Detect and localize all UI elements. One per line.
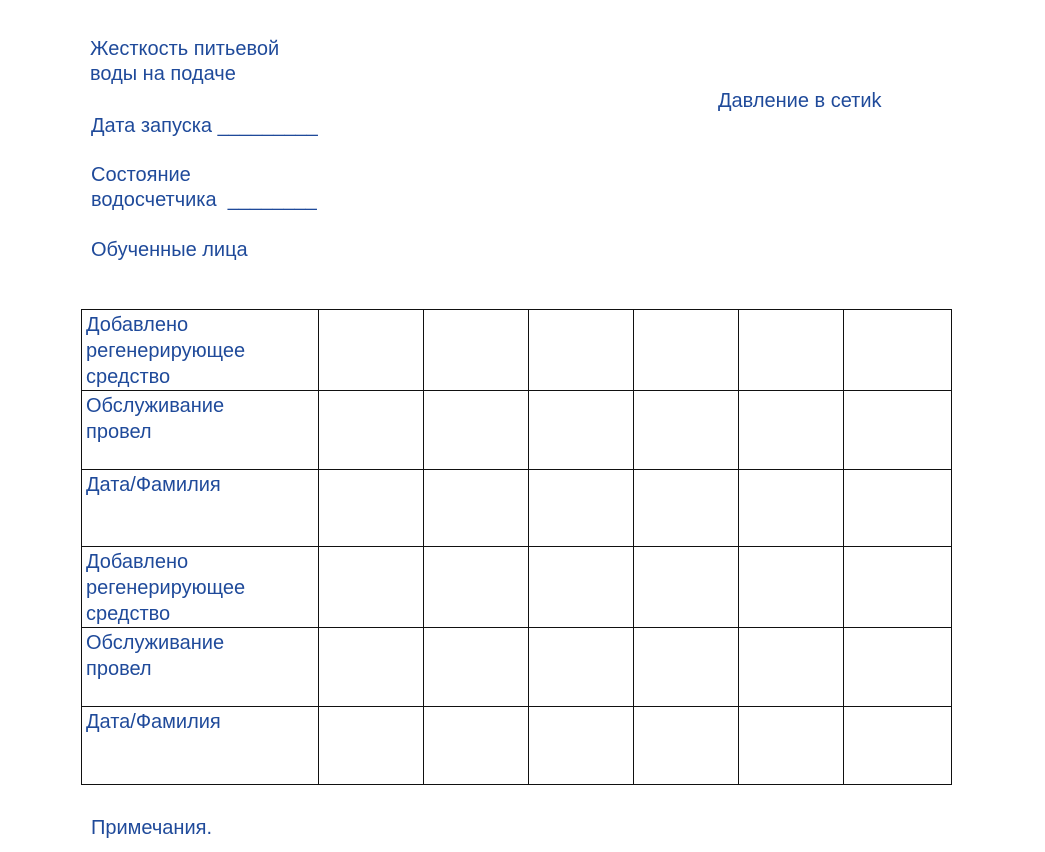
row-label-line: провел bbox=[86, 421, 152, 443]
entry-cell[interactable] bbox=[634, 470, 739, 547]
notes-label: Примечания. bbox=[91, 817, 213, 839]
table-row bbox=[82, 628, 952, 707]
entry-cell[interactable] bbox=[634, 391, 739, 470]
meter-state-line-2: водосчетчика bbox=[91, 189, 217, 211]
row-label bbox=[82, 470, 319, 547]
meter-state-blank[interactable]: ________ bbox=[227, 189, 317, 211]
start-date-blank[interactable]: _________ bbox=[217, 115, 318, 137]
trained-persons-label: Обученные лица bbox=[91, 239, 248, 261]
meter-state-line-1: Состояние bbox=[91, 164, 191, 186]
entry-cell[interactable] bbox=[529, 547, 634, 628]
entry-cell[interactable] bbox=[319, 547, 424, 628]
entry-cell[interactable] bbox=[739, 547, 844, 628]
row-label-line: Дата/Фамилия bbox=[86, 711, 221, 733]
entry-cell[interactable] bbox=[529, 707, 634, 785]
row-label-line: Добавлено bbox=[86, 551, 189, 573]
entry-cell[interactable] bbox=[319, 707, 424, 785]
entry-cell[interactable] bbox=[319, 470, 424, 547]
entry-cell[interactable] bbox=[424, 391, 529, 470]
row-label bbox=[82, 310, 319, 391]
entry-cell[interactable] bbox=[319, 628, 424, 707]
entry-cell[interactable] bbox=[424, 547, 529, 628]
row-label-line: средство bbox=[86, 366, 171, 388]
row-label-line: регенерирующее bbox=[86, 577, 246, 599]
entry-cell[interactable] bbox=[844, 391, 952, 470]
row-label bbox=[82, 628, 319, 707]
row-label-line: Обслуживание bbox=[86, 395, 225, 417]
entry-cell[interactable] bbox=[739, 391, 844, 470]
table-row bbox=[82, 470, 952, 547]
row-label-line: регенерирующее bbox=[86, 340, 246, 362]
entry-cell[interactable] bbox=[319, 391, 424, 470]
entry-cell[interactable] bbox=[739, 628, 844, 707]
entry-cell[interactable] bbox=[319, 310, 424, 391]
entry-cell[interactable] bbox=[634, 628, 739, 707]
row-label-line: Обслуживание bbox=[86, 632, 225, 654]
row-label bbox=[82, 547, 319, 628]
entry-cell[interactable] bbox=[424, 628, 529, 707]
meter-state-field bbox=[91, 163, 317, 213]
water-hardness-line-2: воды на подаче bbox=[90, 63, 236, 85]
table-row bbox=[82, 310, 952, 391]
row-label-line: провел bbox=[86, 658, 152, 680]
entry-cell[interactable] bbox=[634, 707, 739, 785]
entry-cell[interactable] bbox=[634, 310, 739, 391]
entry-cell[interactable] bbox=[739, 707, 844, 785]
start-date-field bbox=[91, 114, 318, 139]
table-row bbox=[82, 391, 952, 470]
table-row bbox=[82, 547, 952, 628]
entry-cell[interactable] bbox=[739, 470, 844, 547]
entry-cell[interactable] bbox=[424, 310, 529, 391]
entry-cell[interactable] bbox=[844, 547, 952, 628]
entry-cell[interactable] bbox=[844, 628, 952, 707]
row-label bbox=[82, 707, 319, 785]
entry-cell[interactable] bbox=[529, 470, 634, 547]
entry-cell[interactable] bbox=[844, 707, 952, 785]
water-hardness-line-1: Жесткость питьевой bbox=[90, 38, 280, 60]
entry-cell[interactable] bbox=[739, 310, 844, 391]
entry-cell[interactable] bbox=[844, 310, 952, 391]
row-label bbox=[82, 391, 319, 470]
entry-cell[interactable] bbox=[529, 310, 634, 391]
entry-cell[interactable] bbox=[529, 391, 634, 470]
maintenance-log-table bbox=[81, 309, 952, 785]
maintenance-log-body bbox=[82, 310, 952, 785]
row-label-line: Дата/Фамилия bbox=[86, 474, 221, 496]
entry-cell[interactable] bbox=[844, 470, 952, 547]
meter-state-line-2-wrap bbox=[91, 188, 317, 213]
entry-cell[interactable] bbox=[529, 628, 634, 707]
table-row bbox=[82, 707, 952, 785]
entry-cell[interactable] bbox=[424, 707, 529, 785]
row-label-line: Добавлено bbox=[86, 314, 189, 336]
water-hardness-label bbox=[90, 37, 279, 87]
row-label-line: средство bbox=[86, 603, 171, 625]
network-pressure-label: Давление в сетиk bbox=[718, 90, 882, 112]
start-date-label: Дата запуска bbox=[91, 115, 213, 137]
entry-cell[interactable] bbox=[424, 470, 529, 547]
entry-cell[interactable] bbox=[634, 547, 739, 628]
